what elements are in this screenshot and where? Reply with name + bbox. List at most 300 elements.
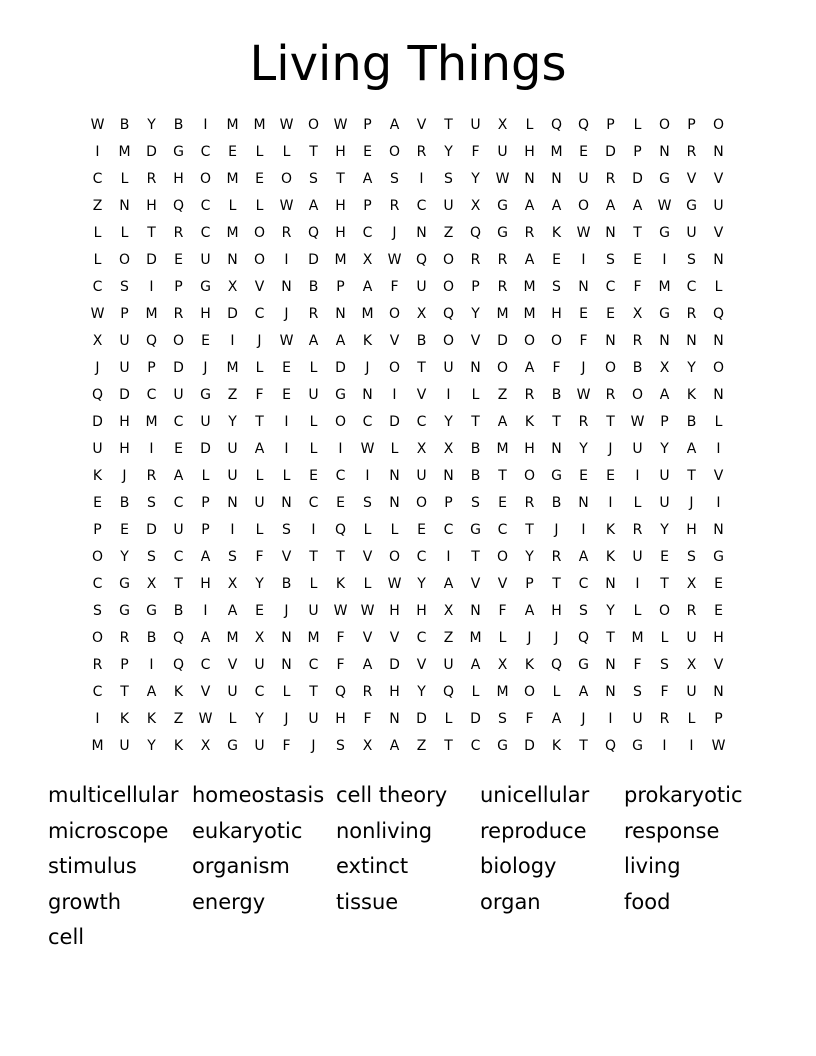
grid-letter: D <box>173 359 184 376</box>
grid-letter: I <box>149 656 154 673</box>
grid-letter: U <box>308 386 319 403</box>
grid-letter: X <box>632 305 643 322</box>
grid-letter: J <box>284 710 289 727</box>
grid-letter: Q <box>172 656 185 673</box>
grid-letter: V <box>281 548 292 565</box>
grid-letter: I <box>635 467 640 484</box>
grid-letter: S <box>471 494 480 511</box>
grid-letter: R <box>281 224 292 241</box>
grid-letter: R <box>686 305 697 322</box>
grid-letter: T <box>579 737 588 754</box>
grid-letter: E <box>498 494 507 511</box>
grid-letter: C <box>254 683 265 700</box>
grid-letter: B <box>686 413 697 430</box>
grid-letter: T <box>417 359 426 376</box>
grid-letter: J <box>365 359 370 376</box>
grid-letter: L <box>255 197 264 214</box>
grid-letter: A <box>308 197 319 214</box>
grid-letter: R <box>524 386 535 403</box>
grid-letter: Q <box>334 521 347 538</box>
grid-letter: L <box>552 683 561 700</box>
grid-letter: L <box>633 494 642 511</box>
grid-letter: S <box>606 251 615 268</box>
grid-letter: D <box>146 251 157 268</box>
grid-letter: Q <box>334 683 347 700</box>
grid-letter: P <box>444 494 453 511</box>
grid-row <box>84 273 732 300</box>
grid-letter: R <box>308 305 319 322</box>
grid-letter: N <box>389 467 400 484</box>
grid-letter: G <box>146 602 157 619</box>
grid-letter: U <box>686 683 697 700</box>
word-bank-item: food <box>624 889 671 914</box>
grid-letter: W <box>576 386 591 403</box>
grid-letter: K <box>524 413 535 430</box>
grid-letter: H <box>389 683 400 700</box>
grid-letter: R <box>632 332 643 349</box>
grid-letter: I <box>446 386 451 403</box>
grid-row <box>84 138 732 165</box>
grid-letter: R <box>497 278 508 295</box>
grid-letter: L <box>633 116 642 133</box>
grid-letter: F <box>498 602 507 619</box>
grid-letter: I <box>392 386 397 403</box>
grid-letter: E <box>336 494 345 511</box>
grid-letter: C <box>92 683 103 700</box>
grid-letter: E <box>282 359 291 376</box>
grid-letter: C <box>308 656 319 673</box>
grid-letter: W <box>90 305 105 322</box>
grid-letter: N <box>524 170 535 187</box>
grid-letter: X <box>227 575 238 592</box>
grid-letter: J <box>122 467 127 484</box>
grid-letter: M <box>145 305 158 322</box>
grid-letter: K <box>362 332 373 349</box>
grid-row <box>84 219 732 246</box>
grid-letter: B <box>146 629 157 646</box>
grid-letter: N <box>713 521 724 538</box>
grid-letter: C <box>416 548 427 565</box>
grid-letter: C <box>92 575 103 592</box>
grid-letter: V <box>362 548 373 565</box>
grid-letter: E <box>282 386 291 403</box>
grid-letter: N <box>281 656 292 673</box>
grid-letter: K <box>551 224 562 241</box>
grid-letter: B <box>632 359 643 376</box>
grid-letter: E <box>255 602 264 619</box>
grid-letter: C <box>470 737 481 754</box>
grid-letter: N <box>578 494 589 511</box>
grid-letter: L <box>282 143 291 160</box>
grid-letter: O <box>199 170 212 187</box>
grid-letter: Q <box>415 251 428 268</box>
grid-letter: U <box>443 359 454 376</box>
grid-letter: A <box>470 656 481 673</box>
grid-letter: A <box>497 413 508 430</box>
grid-letter: Y <box>471 170 480 187</box>
grid-letter: J <box>284 602 289 619</box>
word-bank-item: microscope <box>48 818 169 843</box>
grid-letter: T <box>552 575 561 592</box>
grid-letter: F <box>633 278 642 295</box>
grid-letter: Y <box>417 575 426 592</box>
grid-letter: W <box>90 116 105 133</box>
word-bank-item: organism <box>192 854 290 878</box>
grid-letter: X <box>227 278 238 295</box>
grid-letter: S <box>282 521 291 538</box>
grid-letter: V <box>713 170 724 187</box>
grid-letter: O <box>388 305 401 322</box>
grid-letter: K <box>92 467 103 484</box>
grid-letter: N <box>713 386 724 403</box>
grid-letter: I <box>203 116 208 133</box>
grid-letter: V <box>416 386 427 403</box>
grid-letter: H <box>173 170 184 187</box>
grid-letter: L <box>255 143 264 160</box>
grid-letter: S <box>147 548 156 565</box>
grid-letter: G <box>686 197 697 214</box>
grid-letter: E <box>174 440 183 457</box>
grid-letter: U <box>119 737 130 754</box>
grid-letter: Q <box>442 683 455 700</box>
grid-letter: N <box>713 251 724 268</box>
grid-letter: Y <box>660 440 669 457</box>
grid-letter: Q <box>550 656 563 673</box>
grid-letter: W <box>576 224 591 241</box>
grid-letter: D <box>146 521 157 538</box>
grid-letter: L <box>282 467 291 484</box>
grid-letter: L <box>390 521 399 538</box>
grid-letter: O <box>577 197 590 214</box>
grid-letter: R <box>416 143 427 160</box>
grid-letter: A <box>362 656 373 673</box>
grid-letter: P <box>147 359 156 376</box>
grid-letter: L <box>255 467 264 484</box>
grid-letter: I <box>446 548 451 565</box>
grid-letter: Y <box>444 143 453 160</box>
word-bank-item: reproduce <box>480 818 587 843</box>
grid-letter: L <box>498 629 507 646</box>
grid-letter: G <box>173 143 184 160</box>
grid-letter: L <box>228 710 237 727</box>
grid-letter: R <box>686 602 697 619</box>
word-bank-item: cell <box>48 925 85 949</box>
grid-letter: N <box>416 224 427 241</box>
grid-letter: Z <box>497 386 508 403</box>
grid-letter: H <box>200 305 211 322</box>
grid-letter: O <box>658 602 671 619</box>
grid-letter: B <box>551 386 562 403</box>
grid-letter: A <box>524 251 535 268</box>
grid-letter: N <box>713 332 724 349</box>
grid-letter: W <box>630 413 645 430</box>
grid-letter: Y <box>120 548 129 565</box>
grid-letter: O <box>658 116 671 133</box>
grid-letter: K <box>551 737 562 754</box>
grid-letter: B <box>281 575 292 592</box>
grid-letter: R <box>632 521 643 538</box>
grid-letter: C <box>92 278 103 295</box>
grid-letter: F <box>363 710 372 727</box>
grid-letter: I <box>149 440 154 457</box>
grid-letter: O <box>442 332 455 349</box>
grid-letter: U <box>659 467 670 484</box>
grid-letter: Q <box>577 629 590 646</box>
grid-letter: F <box>660 683 669 700</box>
grid-letter: T <box>309 683 318 700</box>
grid-letter: L <box>633 602 642 619</box>
grid-letter: U <box>227 683 238 700</box>
grid-letter: N <box>119 197 130 214</box>
grid-letter: T <box>633 224 642 241</box>
grid-letter: I <box>635 575 640 592</box>
grid-letter: M <box>226 359 239 376</box>
grid-letter: S <box>444 170 453 187</box>
grid-letter: X <box>416 440 427 457</box>
grid-letter: N <box>659 332 670 349</box>
grid-letter: G <box>200 386 211 403</box>
grid-letter: U <box>173 521 184 538</box>
grid-letter: J <box>554 521 559 538</box>
grid-letter: D <box>308 251 319 268</box>
word-bank-item: tissue <box>336 889 399 914</box>
grid-row <box>84 705 732 732</box>
grid-letter: V <box>227 656 238 673</box>
grid-letter: T <box>606 413 615 430</box>
grid-letter: U <box>416 467 427 484</box>
grid-letter: A <box>389 116 400 133</box>
grid-letter: X <box>443 440 454 457</box>
grid-letter: H <box>551 305 562 322</box>
word-bank-item: response <box>624 818 720 843</box>
grid-letter: G <box>119 602 130 619</box>
grid-letter: N <box>659 143 670 160</box>
grid-letter: W <box>360 440 375 457</box>
grid-letter: W <box>657 197 672 214</box>
grid-letter: A <box>551 197 562 214</box>
grid-letter: I <box>284 251 289 268</box>
grid-letter: U <box>497 143 508 160</box>
grid-letter: P <box>201 521 210 538</box>
grid-letter: L <box>201 467 210 484</box>
grid-letter: L <box>120 224 129 241</box>
grid-letter: X <box>443 602 454 619</box>
grid-letter: A <box>254 440 265 457</box>
grid-letter: J <box>608 440 613 457</box>
grid-letter: N <box>551 440 562 457</box>
grid-row <box>84 462 732 489</box>
grid-letter: Q <box>442 305 455 322</box>
grid-letter: M <box>496 440 509 457</box>
grid-letter: K <box>605 548 616 565</box>
grid-letter: X <box>254 629 265 646</box>
grid-letter: H <box>146 197 157 214</box>
grid-letter: B <box>119 116 130 133</box>
grid-letter: T <box>174 575 183 592</box>
grid-letter: H <box>524 143 535 160</box>
grid-letter: P <box>633 143 642 160</box>
grid-letter: D <box>335 359 346 376</box>
grid-letter: P <box>714 710 723 727</box>
grid-letter: F <box>255 548 264 565</box>
grid-letter: V <box>389 332 400 349</box>
grid-row <box>84 489 732 516</box>
grid-letter: L <box>309 359 318 376</box>
grid-letter: N <box>470 359 481 376</box>
grid-letter: M <box>91 737 104 754</box>
grid-letter: N <box>713 143 724 160</box>
grid-letter: K <box>605 521 616 538</box>
word-bank-item: organ <box>480 889 541 914</box>
grid-letter: U <box>227 440 238 457</box>
grid-letter: W <box>279 197 294 214</box>
grid-letter: F <box>336 656 345 673</box>
grid-letter: M <box>550 143 563 160</box>
grid-letter: S <box>363 494 372 511</box>
grid-letter: I <box>662 251 667 268</box>
grid-letter: C <box>92 170 103 187</box>
grid-letter: L <box>309 440 318 457</box>
grid-letter: P <box>525 575 534 592</box>
grid-letter: D <box>146 143 157 160</box>
grid-letter: N <box>281 278 292 295</box>
grid-row <box>84 408 732 435</box>
grid-letter: F <box>471 143 480 160</box>
grid-letter: A <box>200 629 211 646</box>
word-bank-item: growth <box>48 889 122 914</box>
grid-letter: C <box>173 548 184 565</box>
grid-letter: Z <box>92 197 103 214</box>
grid-letter: A <box>362 170 373 187</box>
grid-letter: R <box>605 170 616 187</box>
grid-letter: X <box>362 251 373 268</box>
grid-letter: Q <box>91 386 104 403</box>
grid-letter: D <box>632 170 643 187</box>
grid-letter: L <box>228 197 237 214</box>
grid-letter: U <box>686 224 697 241</box>
grid-letter: I <box>149 278 154 295</box>
grid-letter: J <box>527 629 532 646</box>
grid-letter: H <box>416 602 427 619</box>
grid-letter: V <box>497 575 508 592</box>
word-bank-item: stimulus <box>48 854 137 878</box>
grid-letter: G <box>713 548 724 565</box>
grid-letter: V <box>362 629 373 646</box>
grid-letter: E <box>579 467 588 484</box>
grid-letter: R <box>119 629 130 646</box>
grid-letter: B <box>308 278 319 295</box>
grid-letter: R <box>497 251 508 268</box>
grid-letter: K <box>146 710 157 727</box>
grid-letter: E <box>579 143 588 160</box>
grid-letter: G <box>497 197 508 214</box>
grid-letter: T <box>309 143 318 160</box>
grid-letter: X <box>200 737 211 754</box>
grid-letter: G <box>659 305 670 322</box>
grid-letter: U <box>470 116 481 133</box>
grid-letter: X <box>497 656 508 673</box>
grid-letter: F <box>282 737 291 754</box>
grid-letter: C <box>362 413 373 430</box>
grid-letter: L <box>660 629 669 646</box>
grid-letter: I <box>284 413 289 430</box>
grid-letter: L <box>255 521 264 538</box>
grid-letter: H <box>200 575 211 592</box>
grid-letter: P <box>120 656 129 673</box>
grid-letter: U <box>443 656 454 673</box>
grid-letter: T <box>147 224 156 241</box>
grid-letter: C <box>497 521 508 538</box>
grid-letter: C <box>416 413 427 430</box>
grid-letter: F <box>633 656 642 673</box>
grid-letter: C <box>173 494 184 511</box>
grid-row <box>84 381 732 408</box>
grid-letter: N <box>605 332 616 349</box>
grid-letter: S <box>660 656 669 673</box>
grid-letter: N <box>605 224 616 241</box>
grid-letter: T <box>498 467 507 484</box>
grid-letter: I <box>203 602 208 619</box>
grid-letter: C <box>173 413 184 430</box>
grid-letter: U <box>92 440 103 457</box>
grid-letter: H <box>389 602 400 619</box>
grid-letter: O <box>253 251 266 268</box>
grid-letter: W <box>279 332 294 349</box>
grid-letter: E <box>660 548 669 565</box>
grid-letter: C <box>362 224 373 241</box>
grid-letter: L <box>390 440 399 457</box>
grid-row <box>84 678 732 705</box>
grid-letter: V <box>416 656 427 673</box>
grid-letter: U <box>632 710 643 727</box>
grid-letter: U <box>416 278 427 295</box>
grid-letter: G <box>497 224 508 241</box>
grid-letter: H <box>335 143 346 160</box>
grid-letter: P <box>93 521 102 538</box>
word-bank-item: eukaryotic <box>192 818 303 843</box>
grid-letter: F <box>525 710 534 727</box>
grid-letter: Y <box>471 305 480 322</box>
grid-letter: A <box>632 197 643 214</box>
grid-letter: D <box>227 305 238 322</box>
grid-letter: T <box>444 116 453 133</box>
grid-letter: P <box>363 116 372 133</box>
grid-letter: B <box>173 116 184 133</box>
grid-letter: J <box>257 332 262 349</box>
grid-letter: U <box>713 197 724 214</box>
grid-letter: W <box>711 737 726 754</box>
grid-letter: A <box>524 359 535 376</box>
grid-letter: D <box>389 656 400 673</box>
grid-letter: S <box>390 170 399 187</box>
grid-letter: U <box>200 413 211 430</box>
grid-letter: S <box>498 710 507 727</box>
grid-letter: L <box>120 170 129 187</box>
grid-letter: A <box>308 332 319 349</box>
grid-letter: T <box>255 413 264 430</box>
grid-letter: R <box>659 710 670 727</box>
grid-letter: E <box>201 332 210 349</box>
grid-letter: T <box>552 413 561 430</box>
grid-letter: X <box>146 575 157 592</box>
grid-letter: Y <box>228 413 237 430</box>
grid-letter: Q <box>577 116 590 133</box>
grid-letter: T <box>444 737 453 754</box>
grid-letter: U <box>254 656 265 673</box>
grid-letter: V <box>416 116 427 133</box>
grid-letter: D <box>470 710 481 727</box>
grid-row <box>84 111 732 138</box>
